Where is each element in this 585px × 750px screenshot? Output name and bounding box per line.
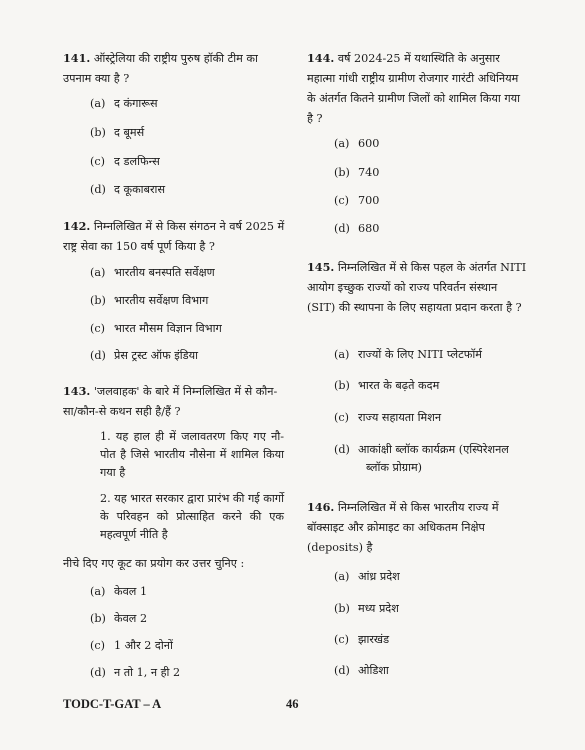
statement-1: 1. यह हाल ही में जलावतरण किए गए नौ-पोत है जिसे भारतीय नौसेना में शामिल किया गया है (100, 430, 284, 479)
option-145-d-continued: ब्लॉक प्रोग्राम) (366, 461, 423, 474)
option-145-d[interactable]: (d) आकांक्षी ब्लॉक कार्यक्रम (एस्पिरेशनल (334, 443, 509, 456)
question-number: 145. (307, 260, 335, 274)
question-144 (307, 48, 529, 129)
option-142-d[interactable]: (d) प्रेस ट्रस्ट ऑफ इंडिया (90, 349, 199, 362)
paper-code: TODC-T-GAT – A (63, 697, 162, 711)
option-142-c[interactable]: (c) भारत मौसम विज्ञान विभाग (90, 322, 222, 335)
option-145-c[interactable]: (c) राज्य सहायता मिशन (334, 411, 442, 424)
option-146-d[interactable]: (d) ओडिशा (334, 664, 389, 677)
option-141-b[interactable]: (b) द बूमर्स (90, 126, 145, 139)
option-144-b[interactable]: (b) 740 (334, 166, 380, 179)
instruction-text: नीचे दिए गए कूट का प्रयोग कर उत्तर चुनिए : (63, 557, 245, 570)
question-number: 146. (307, 500, 335, 514)
option-142-a[interactable]: (a) भारतीय बनस्पति सर्वेक्षण (90, 266, 215, 279)
question-number: 142. (63, 219, 91, 233)
option-141-c[interactable]: (c) द डलफिन्स (90, 155, 160, 168)
question-text: वर्ष 2024-25 में यथास्थिति के अनुसार महात्मा गांधी राष्ट्रीय ग्रामीण रोजगार गारंटी अधिनियम के अंतर्गत कितने ग्रामीण जिलों को शामिल किया गया है ? (307, 52, 521, 125)
option-144-d[interactable]: (d) 680 (334, 222, 380, 235)
option-146-b[interactable]: (b) मध्य प्रदेश (334, 602, 399, 615)
option-141-a[interactable]: (a) द कंगारूस (90, 97, 158, 110)
question-number: 144. (307, 51, 335, 65)
question-number: 141. (63, 51, 91, 65)
option-143-a[interactable]: (a) केवल 1 (90, 585, 148, 598)
option-143-b[interactable]: (b) केवल 2 (90, 612, 148, 625)
option-145-a[interactable]: (a) राज्यों के लिए NITI प्लेटफॉर्म (334, 348, 482, 361)
question-142 (63, 216, 285, 257)
page-number: 46 (286, 697, 299, 711)
option-146-a[interactable]: (a) आंध्र प्रदेश (334, 570, 400, 583)
question-143 (63, 381, 285, 422)
option-145-b[interactable]: (b) भारत के बढ़ते कदम (334, 379, 440, 392)
option-144-a[interactable]: (a) 600 (334, 137, 380, 150)
question-number: 143. (63, 384, 91, 398)
option-142-b[interactable]: (b) भारतीय सर्वेक्षण विभाग (90, 294, 209, 307)
question-146 (307, 497, 529, 558)
question-text: 'जलवाहक' के बारे में निम्नलिखित में से कौन-सा/कौन-से कथन सही है/हैं ? (63, 385, 278, 418)
option-144-c[interactable]: (c) 700 (334, 194, 380, 207)
option-143-c[interactable]: (c) 1 और 2 दोनों (90, 639, 173, 652)
statement-2: 2. यह भारत सरकार द्वारा प्रारंभ की गई कार्गो के परिवहन को प्रोत्साहित करने की एक महत्वपूर्ण नीति है (100, 492, 284, 541)
question-141 (63, 48, 285, 89)
option-146-c[interactable]: (c) झारखंड (334, 633, 390, 646)
option-143-d[interactable]: (d) न तो 1, न ही 2 (90, 666, 181, 679)
question-text: निम्नलिखित में से किस भारतीय राज्य में बॉक्साइट और क्रोमाइट का अधिकतम निक्षेप (deposits) है (307, 501, 499, 554)
question-text: ऑस्ट्रेलिया की राष्ट्रीय पुरुष हॉकी टीम का उपनाम क्या है ? (63, 52, 258, 85)
question-text: निम्नलिखित में से किस पहल के अंतर्गत NITI आयोग इच्छुक राज्यों को राज्य परिवर्तन संस्थान (SIT) की स्थापना के लिए सहायता प्रदान करता है ? (307, 261, 527, 314)
question-145 (307, 257, 529, 318)
option-141-d[interactable]: (d) द कूकाबरास (90, 183, 166, 196)
question-text: निम्नलिखित में से किस संगठन ने वर्ष 2025 में राष्ट्र सेवा का 150 वर्ष पूर्ण किया है ? (63, 220, 285, 253)
